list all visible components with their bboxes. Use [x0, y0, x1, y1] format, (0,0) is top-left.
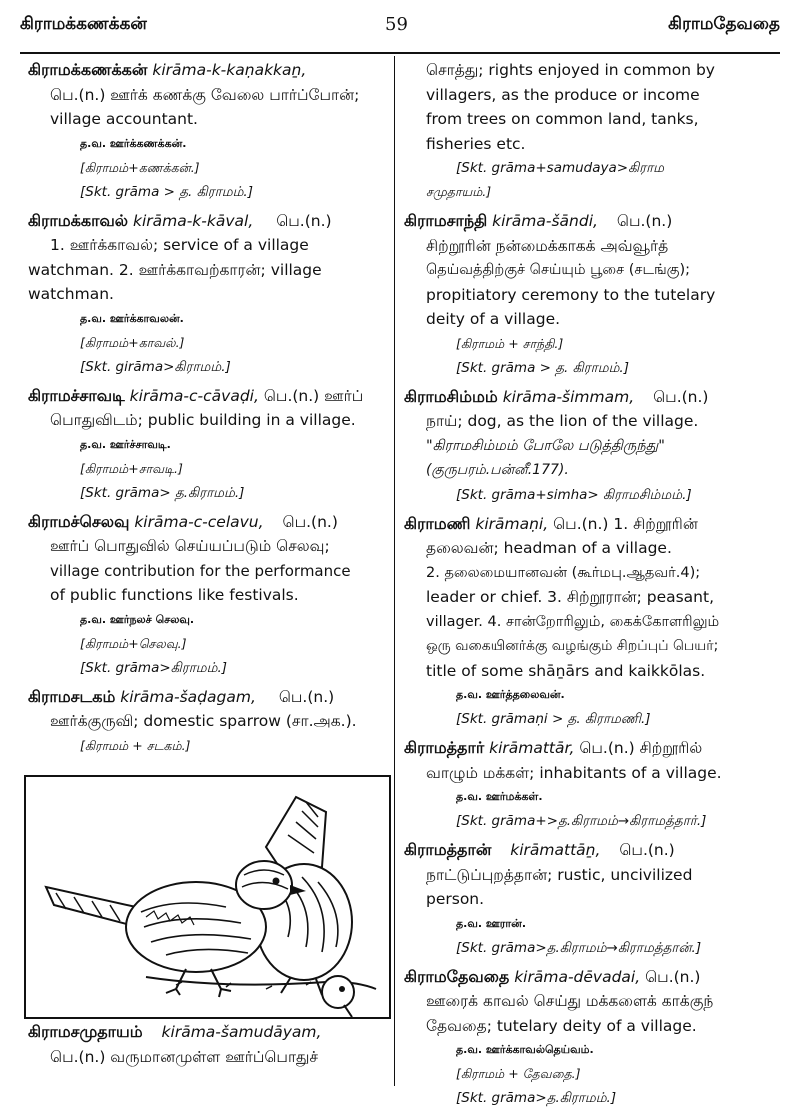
entry-headword: கிராமசமுதாயம் [28, 1022, 143, 1041]
entry-sanskrit-origin: [Skt. grāmaṇi > த. கிராமணி.] [456, 711, 651, 727]
entry-headword: கிராமசடகம் [28, 686, 116, 706]
entry-definition-line: பெ.(n.) ஊர்க் கணக்கு வேலை பார்ப்போன்; [50, 85, 360, 104]
entry-definition-line: watchman. 2. ஊர்க்காவற்காரன்; village [28, 260, 322, 279]
entry-transliteration: kirāma-k-kaṇakkaṉ, [152, 61, 307, 79]
header-rule [20, 52, 780, 54]
entry-sanskrit-origin: [Skt. grāma+>த.கிராமம்→கிராமத்தார்.] [456, 813, 707, 829]
entry-headword: கிராமசாந்தி [404, 211, 488, 230]
entry-cross-reference: த.வ. ஊர்நலச் செலவு. [80, 612, 195, 626]
left-column [28, 58, 384, 763]
entry-definition-line: propitiatory ceremony to the tutelary [426, 285, 716, 304]
entry-definition-line: நாட்டுப்புறத்தான்; rustic, uncivilized [426, 865, 693, 884]
page-header [20, 8, 780, 48]
entry-definition-line: deity of a village. [426, 310, 561, 328]
entry-etymology: [கிராமம்+கணக்கன்.] [80, 159, 200, 175]
dictionary-entry [404, 736, 774, 833]
entry-cross-reference: த.வ. ஊர்க்கணக்கன். [80, 136, 187, 150]
entry-etymology: [கிராமம்+செலவு.] [80, 635, 187, 651]
entry-definition-line: தெய்வத்திற்குச் செய்யும் பூசை (சடங்கு); [426, 262, 691, 278]
page-number: 59 [385, 14, 408, 35]
entry-sanskrit-origin: [Skt. grāma> த.கிராமம்.] [80, 484, 245, 501]
entry-pos: பெ.(n.) சிற்றூரில் [579, 739, 703, 757]
dictionary-entry [404, 209, 774, 380]
entry-headword: கிராமக்காவல் [28, 210, 129, 230]
entry-definition-line: fisheries etc. [426, 134, 526, 153]
dictionary-entry [28, 510, 384, 680]
entry-cross-reference: த.வ. ஊர்ச்சாவடி. [80, 437, 171, 451]
entry-citation: (குருபரம்.பன்னீ.177). [426, 462, 569, 478]
entry-definition-line: ஊரைக் காவல் செய்து மக்களைக் காக்குந் [426, 992, 714, 1010]
entry-etymology: [கிராமம் + சடகம்.] [80, 737, 191, 753]
entry-quotation: "கிராமசிம்மம் போலே படுத்திருந்து" [426, 437, 665, 454]
entry-definition-line: 2. தலைமையானவன் (கூர்மபு.ஆதவர்.4); [426, 564, 701, 581]
entry-pos: பெ.(n.) 1. சிற்றூரின் [553, 514, 698, 533]
entry-definition-line: village contribution for the performance [50, 561, 351, 580]
column-divider [394, 56, 395, 1086]
entry-sanskrit-origin: [Skt. grāma>கிராமம்.] [80, 659, 228, 676]
entry-etymology: [கிராமம்+சாவடி.] [80, 460, 183, 476]
entry-definition-line: ஒரு வகையினர்க்கு வழங்கும் சிறப்புப் பெயர்; [426, 638, 719, 654]
dictionary-entry [404, 385, 774, 507]
entry-headword: கிராமத்தான் [404, 840, 492, 859]
entry-sanskrit-origin-cont: சமுதாயம்.] [426, 184, 492, 199]
entry-cross-reference: த.வ. ஊர்க்காவலன். [80, 311, 184, 325]
entry-definition-line: சொத்து; rights enjoyed in common by [426, 61, 715, 79]
entry-definition-line: village accountant. [50, 110, 198, 128]
dictionary-entry [28, 685, 384, 758]
entry-transliteration: kirāma-šaḍagam, [120, 687, 256, 706]
entry-definition-line: of public functions like festivals. [50, 586, 299, 604]
entry-pos: பெ.(n.) [619, 841, 675, 859]
dictionary-entry [28, 209, 384, 379]
entry-pos: பெ.(n.) [276, 211, 332, 230]
entry-definition-line: title of some shāṉārs and kaikkōlas. [426, 661, 706, 680]
entry-definition-line: நாய்; dog, as the lion of the village. [426, 412, 699, 430]
dictionary-entry [404, 512, 774, 732]
entry-pos: பெ.(n.) [653, 387, 709, 406]
header-right-word: கிராமதேவதை [668, 14, 780, 34]
entry-transliteration: kirāma-šamudāyam, [161, 1023, 322, 1041]
entry-definition-line: ஊர்ப் பொதுவில் செய்யப்படும் செலவு; [50, 537, 330, 555]
header-left-word: கிராமக்கணக்கன் [20, 14, 147, 34]
dictionary-entry [404, 838, 774, 960]
entry-definition-line: from trees on common land, tanks, [426, 110, 699, 128]
dictionary-entry [28, 1020, 388, 1069]
entry-transliteration: kirāmattāṉ, [510, 841, 601, 859]
entry-transliteration: kirāmattār, [489, 739, 575, 757]
entry-headword: கிராமதேவதை [404, 966, 510, 986]
entry-pos: பெ.(n.) [282, 512, 338, 531]
entry-cross-reference: த.வ. ஊரான். [456, 916, 527, 930]
entry-etymology: [கிராமம் + தேவதை.] [456, 1066, 581, 1081]
dictionary-entry [404, 965, 774, 1111]
entry-definition-line: leader or chief. 3. சிற்றூரான்; peasant, [426, 588, 714, 606]
entry-continuation [404, 58, 774, 204]
entry-sanskrit-origin: [Skt. grāma+simha> கிராமசிம்மம்.] [456, 486, 692, 503]
entry-transliteration: kirāma-c-cāvaḍi, [129, 386, 259, 405]
entry-pos: பெ.(n.) [278, 687, 335, 706]
entry-headword: கிராமச்சாவடி [28, 385, 125, 405]
entry-transliteration: kirāma-šimmam, [502, 387, 635, 406]
entry-definition-line: தேவதை; tutelary deity of a village. [426, 1016, 697, 1035]
entry-sanskrit-origin: [Skt. grāma > த. கிராமம்.] [80, 183, 253, 200]
entry-cross-reference: த.வ. ஊர்மக்கள். [456, 790, 543, 803]
entry-etymology: [கிராமம்+காவல்.] [80, 334, 185, 350]
dictionary-entry [28, 384, 384, 505]
entry-transliteration: kirāma-šāndi, [492, 212, 598, 230]
dictionary-entry [28, 58, 384, 204]
entry-definition-line: பொதுவிடம்; public building in a village. [50, 411, 356, 429]
entry-definition-line: person. [426, 890, 485, 908]
entry-pos: பெ.(n.) [645, 967, 701, 986]
entry-transliteration: kirāma-k-kāval, [132, 211, 254, 230]
entry-transliteration: kirāmaṇi, [475, 514, 549, 533]
entry-definition-line: watchman. [28, 285, 114, 303]
entry-headword: கிராமச்செலவு [28, 511, 130, 531]
entry-definition-line: 1. ஊர்க்காவல்; service of a village [50, 236, 309, 254]
entry-cross-reference: த.வ. ஊர்க்காவல்தெய்வம். [456, 1043, 594, 1056]
entry-sanskrit-origin: [Skt. grāma>த.கிராமம்.] [456, 1090, 617, 1106]
entry-headword: கிராமக்கணக்கன் [28, 60, 148, 79]
entry-cross-reference: த.வ. ஊர்த்தலைவன். [456, 688, 565, 701]
entry-definition-line: பெ.(n.) வருமானமுள்ள ஊர்ப்பொதுச் [50, 1047, 319, 1066]
entry-definition-line: ஊர்க்குருவி; domestic sparrow (சா.அக.). [50, 712, 357, 730]
entry-transliteration: kirāma-c-celavu, [134, 512, 264, 531]
entry-sanskrit-origin: [Skt. girāma>கிராமம்.] [80, 358, 231, 375]
entry-definition-line: சிற்றூரின் நன்மைக்காகக் அவ்வூர்த் [426, 236, 669, 255]
entry-pos: பெ.(n.) [616, 212, 673, 230]
entry-pos: பெ.(n.) ஊர்ப் [263, 386, 364, 405]
entry-sanskrit-origin: [Skt. grāma+samudaya>கிராம [456, 160, 665, 176]
entry-definition-line: வாழும் மக்கள்; inhabitants of a village. [426, 763, 722, 782]
entry-sanskrit-origin: [Skt. grāma>த.கிராமம்→கிராமத்தான்.] [456, 939, 702, 956]
entry-definition-line: villager. 4. சான்றோரிலும், கைக்கோளரிலும் [426, 613, 720, 630]
entry-definition-line: தலைவன்; headman of a village. [426, 539, 672, 557]
entry-etymology: [கிராமம் + சாந்தி.] [456, 335, 564, 351]
entry-transliteration: kirāma-dēvadai, [514, 967, 641, 986]
entry-headword: கிராமத்தார் [404, 738, 485, 757]
entry-sanskrit-origin: [Skt. grāma > த. கிராமம்.] [456, 359, 629, 376]
entry-headword: கிராமசிம்மம் [404, 386, 498, 406]
entry-headword: கிராமணி [404, 513, 471, 533]
entry-definition-line: villagers, as the produce or income [426, 85, 700, 104]
right-column [404, 58, 774, 1115]
sparrows-illustration [24, 775, 391, 1019]
